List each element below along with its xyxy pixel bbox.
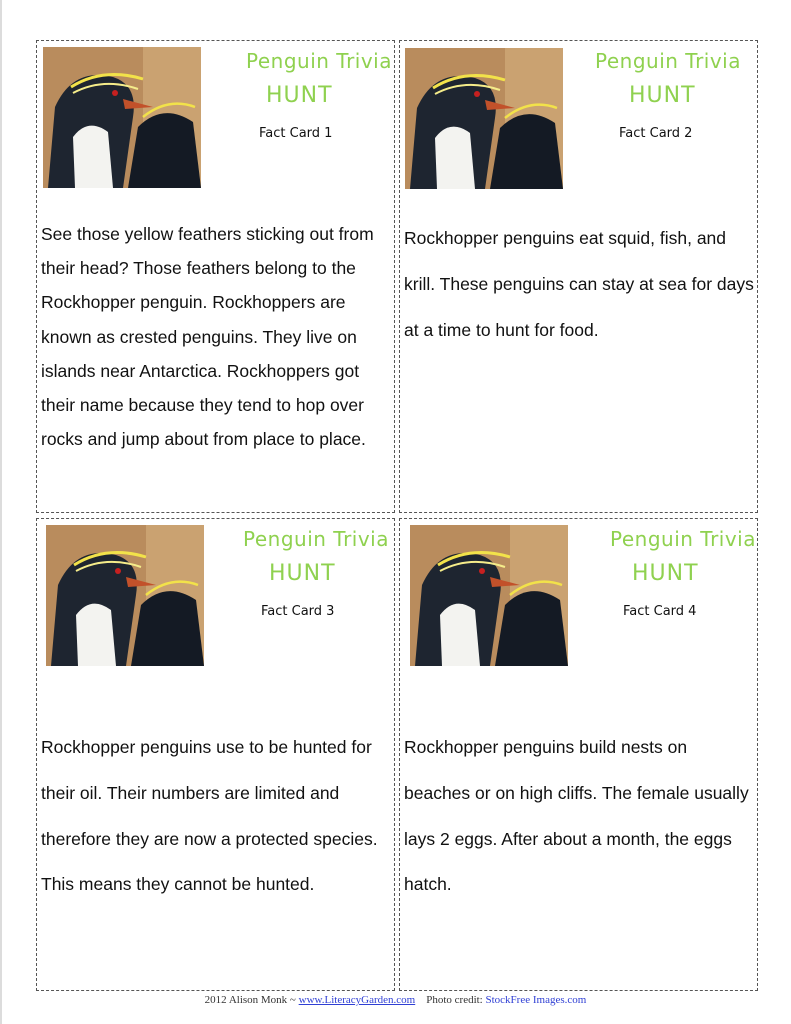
rockhopper-penguin-icon xyxy=(43,47,201,188)
fact-card-2 xyxy=(399,40,758,513)
literacy-garden-link[interactable]: www.LiteracyGarden.com xyxy=(298,994,416,1006)
card-title: Penguin Trivia xyxy=(610,527,756,551)
fact-text: See those yellow feathers sticking out from their head? Those feathers belong to the Rockhopper penguin. Rockhoppers are known as crested penguins. They live on islands near Antarctica. Rockhoppers got their name because they tend to hop over rocks and jump about from place to place. xyxy=(41,224,374,450)
fact-text: Rockhopper penguins build nests on beaches or on high cliffs. The female usually lays 2 eggs. After about a month, the eggs hatch. xyxy=(404,737,749,895)
card-hunt-heading: HUNT xyxy=(269,561,336,586)
card-hunt-heading: HUNT xyxy=(266,83,333,108)
fact-card-number: Fact Card 2 xyxy=(619,126,693,141)
fact-text: Rockhopper penguins use to be hunted for their oil. Their numbers are limited and therefore they are now a protected species. This means they cannot be hunted. xyxy=(41,737,378,895)
stockfree-images-link[interactable]: StockFree Images.com xyxy=(485,994,587,1006)
card-title: Penguin Trivia xyxy=(595,49,741,73)
page-edge xyxy=(0,0,2,1024)
penguin-photo xyxy=(410,525,568,666)
penguin-photo xyxy=(46,525,204,666)
fact-card-number: Fact Card 3 xyxy=(261,604,335,619)
fact-card-number: Fact Card 1 xyxy=(259,126,333,141)
card-title: Penguin Trivia xyxy=(243,527,389,551)
page-footer xyxy=(0,994,791,1006)
copyright-text: 2012 Alison Monk ~ xyxy=(204,994,296,1006)
fact-card-number: Fact Card 4 xyxy=(623,604,697,619)
rockhopper-penguin-icon xyxy=(410,525,568,666)
rockhopper-penguin-icon xyxy=(46,525,204,666)
photo-credit-label: Photo credit: xyxy=(426,994,483,1006)
card-hunt-heading: HUNT xyxy=(629,83,696,108)
rockhopper-penguin-icon xyxy=(405,48,563,189)
fact-card-4 xyxy=(399,518,758,991)
fact-text: Rockhopper penguins eat squid, fish, and krill. These penguins can stay at sea for days at a time to hunt for food. xyxy=(404,228,754,340)
fact-card-1 xyxy=(36,40,395,513)
card-title: Penguin Trivia xyxy=(246,49,392,73)
penguin-photo xyxy=(405,48,563,189)
fact-card-grid xyxy=(36,40,758,991)
card-hunt-heading: HUNT xyxy=(632,561,699,586)
fact-card-3 xyxy=(36,518,395,991)
penguin-photo xyxy=(43,47,201,188)
